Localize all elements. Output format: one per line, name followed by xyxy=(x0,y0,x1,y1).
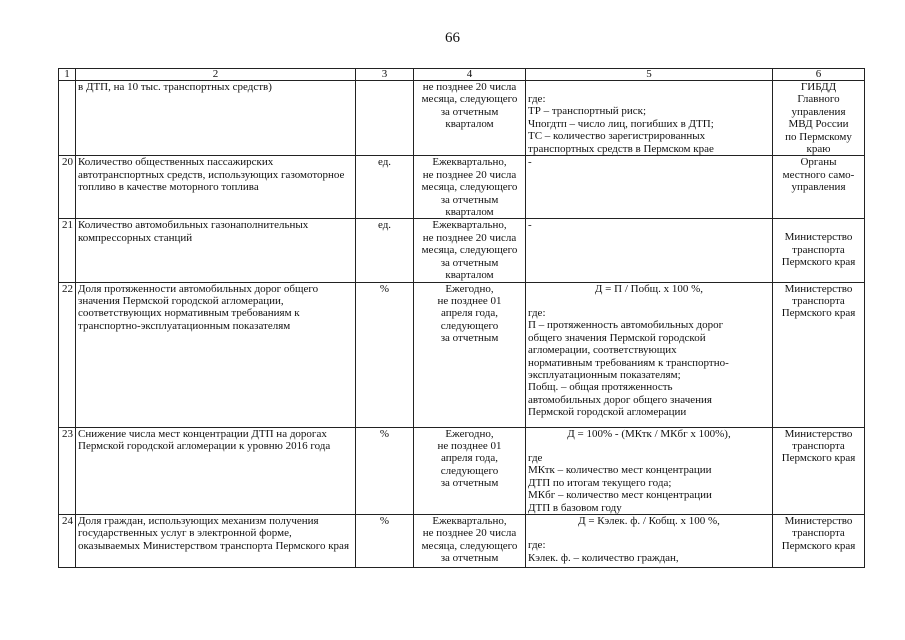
header-cell: 2 xyxy=(76,69,356,81)
text-line: Главного xyxy=(797,93,840,106)
text-line: Пермской городской агломерации xyxy=(528,406,687,419)
unit: ед. xyxy=(356,219,414,282)
text-line: Ежеквартально, xyxy=(432,156,507,169)
frequency xyxy=(414,219,526,282)
text-line: нормативным требованиям к транспортно- xyxy=(528,356,729,369)
text-line: за отчетным xyxy=(440,477,499,490)
text-line: следующего xyxy=(440,464,499,477)
text-line: за отчетным xyxy=(440,256,499,269)
indicator-name: Доля граждан, использующих механизм получения государственных услуг в электронной форме, оказываемых Министерством транспорта Пермского края xyxy=(76,514,356,567)
responsible-body xyxy=(773,219,865,282)
text-line: не позднее 20 числа xyxy=(422,527,517,540)
text-line: кварталом xyxy=(445,206,494,219)
table-header-row xyxy=(59,69,865,81)
text-line: Органы xyxy=(800,156,837,169)
text-line: апреля года, xyxy=(441,452,498,465)
indicators-table xyxy=(58,68,865,568)
text-line: Министерство xyxy=(784,514,853,527)
calculation-method xyxy=(526,514,773,567)
text-line: Пермского края xyxy=(781,256,856,269)
text-line: месяца, следующего xyxy=(421,181,518,194)
indicator-name: Снижение числа мест концентрации ДТП на дорогах Пермской городской агломерации к уровню 2016 года xyxy=(76,427,356,514)
text-line: Ежегодно, xyxy=(445,282,494,295)
text-line: за отчетным xyxy=(440,552,499,565)
row-number: 20 xyxy=(59,156,76,219)
row-number: 22 xyxy=(59,282,76,427)
text-line: управления xyxy=(791,181,846,194)
text-line: не позднее 01 xyxy=(437,439,502,452)
text-line: где: xyxy=(528,539,546,552)
text-line: агломерации, соответствующих xyxy=(528,344,677,357)
unit: % xyxy=(356,282,414,427)
text-line: апреля года, xyxy=(441,307,498,320)
table-row xyxy=(59,156,865,219)
responsible-body xyxy=(773,156,865,219)
text-line: Побщ. – общая протяженность xyxy=(528,381,673,394)
calculation-method: - xyxy=(526,156,773,219)
text-line: П – протяженность автомобильных дорог xyxy=(528,319,724,332)
text-line: где xyxy=(528,451,543,464)
text-line: Кэлек. ф. – количество граждан, xyxy=(528,551,679,564)
header-cell: 1 xyxy=(59,69,76,81)
text-line: ДТП по итогам текущего года; xyxy=(528,476,672,489)
text-line: не позднее 20 числа xyxy=(422,81,517,93)
header-cell: 6 xyxy=(773,69,865,81)
responsible-body xyxy=(773,282,865,427)
text-line: не позднее 01 xyxy=(437,294,502,307)
text-line: за отчетным xyxy=(440,193,499,206)
table-row xyxy=(59,81,865,156)
header-cell: 5 xyxy=(526,69,773,81)
text-line: МВД России xyxy=(788,118,849,131)
indicator-name: Количество общественных пассажирских автотранспортных средств, использующих газомоторное топливо в качестве моторного топлива xyxy=(76,156,356,219)
row-number: 21 xyxy=(59,219,76,282)
text-line: транспорта xyxy=(792,243,845,256)
text-line: Ежеквартально, xyxy=(432,219,507,232)
text-line: МКтк – количество мест концентрации xyxy=(528,464,712,477)
text-line: транспортных средств в Пермском крае xyxy=(528,142,714,155)
responsible-body xyxy=(773,514,865,567)
text-line: где: xyxy=(528,93,546,105)
text-line: транспорта xyxy=(792,294,845,307)
text-line: не позднее 20 числа xyxy=(422,168,517,181)
text-line: управления xyxy=(791,105,846,118)
calculation-method xyxy=(526,81,773,156)
text-line: ГИБДД xyxy=(800,81,837,93)
formula: Д = 100% - (МКтк / МКбг х 100%), xyxy=(567,427,731,440)
frequency xyxy=(414,282,526,427)
frequency xyxy=(414,427,526,514)
text-line: Министерство xyxy=(784,282,853,295)
text-line: Министерство xyxy=(784,231,853,244)
text-line: ТР – транспортный риск; xyxy=(528,105,647,118)
row-number xyxy=(59,81,76,156)
calculation-method xyxy=(526,282,773,427)
table-row xyxy=(59,219,865,282)
text-line: где: xyxy=(528,306,546,319)
frequency xyxy=(414,81,526,156)
text-line: Чпогдтп – число лиц, погибших в ДТП; xyxy=(528,117,714,130)
unit: % xyxy=(356,514,414,567)
text-line: общего значения Пермской городской xyxy=(528,331,706,344)
text-line: месяца, следующего xyxy=(421,244,518,257)
text-line: Пермского края xyxy=(781,452,856,465)
text-line: кварталом xyxy=(445,118,494,131)
text-line: не позднее 20 числа xyxy=(422,231,517,244)
text-line: месяца, следующего xyxy=(421,539,518,552)
text-line: Министерство xyxy=(784,427,853,440)
table-row xyxy=(59,514,865,567)
calculation-method: - xyxy=(526,219,773,282)
text-line: эксплуатационным показателям; xyxy=(528,368,681,381)
frequency xyxy=(414,514,526,567)
text-line: Пермского края xyxy=(781,307,856,320)
calculation-method xyxy=(526,427,773,514)
text-line: по Пермскому xyxy=(785,130,852,143)
responsible-body xyxy=(773,427,865,514)
text-line: ДТП в базовом году xyxy=(528,501,622,514)
unit: ед. xyxy=(356,156,414,219)
indicator-name: Количество автомобильных газонаполнительных компрессорных станций xyxy=(76,219,356,282)
text-line: ТС – количество зарегистрированных xyxy=(528,130,706,143)
text-line: Пермского края xyxy=(781,539,856,552)
text-line: кварталом xyxy=(445,269,494,282)
row-number: 23 xyxy=(59,427,76,514)
text-line: транспорта xyxy=(792,439,845,452)
text-line: Ежегодно, xyxy=(445,427,494,440)
indicator-name: Доля протяженности автомобильных дорог общего значения Пермской городской агломерации, соответствующих нормативным требованиям к транспортно-эксплуатационным показателям xyxy=(76,282,356,427)
formula: Д = Кэлек. ф. / Кобщ. х 100 %, xyxy=(578,514,720,527)
text-line: следующего xyxy=(440,319,499,332)
text-line: Ежеквартально, xyxy=(432,514,507,527)
header-cell: 3 xyxy=(356,69,414,81)
text-line: месяца, следующего xyxy=(421,93,518,106)
text-line: местного само- xyxy=(782,168,855,181)
formula: Д = П / Побщ. х 100 %, xyxy=(594,282,704,295)
table-row xyxy=(59,427,865,514)
table-row xyxy=(59,282,865,427)
text-line: за отчетным xyxy=(440,105,499,118)
row-number: 24 xyxy=(59,514,76,567)
text-line: за отчетным xyxy=(440,332,499,345)
text-line: автомобильных дорог общего значения xyxy=(528,393,712,406)
text-line: МКбг – количество мест концентрации xyxy=(528,489,712,502)
indicator-name: в ДТП, на 10 тыс. транспортных средств) xyxy=(76,81,356,156)
responsible-body xyxy=(773,81,865,156)
text-line: транспорта xyxy=(792,527,845,540)
unit xyxy=(356,81,414,156)
frequency xyxy=(414,156,526,219)
text-line: краю xyxy=(806,143,831,156)
page-number: 66 xyxy=(445,30,460,46)
header-cell: 4 xyxy=(414,69,526,81)
unit: % xyxy=(356,427,414,514)
